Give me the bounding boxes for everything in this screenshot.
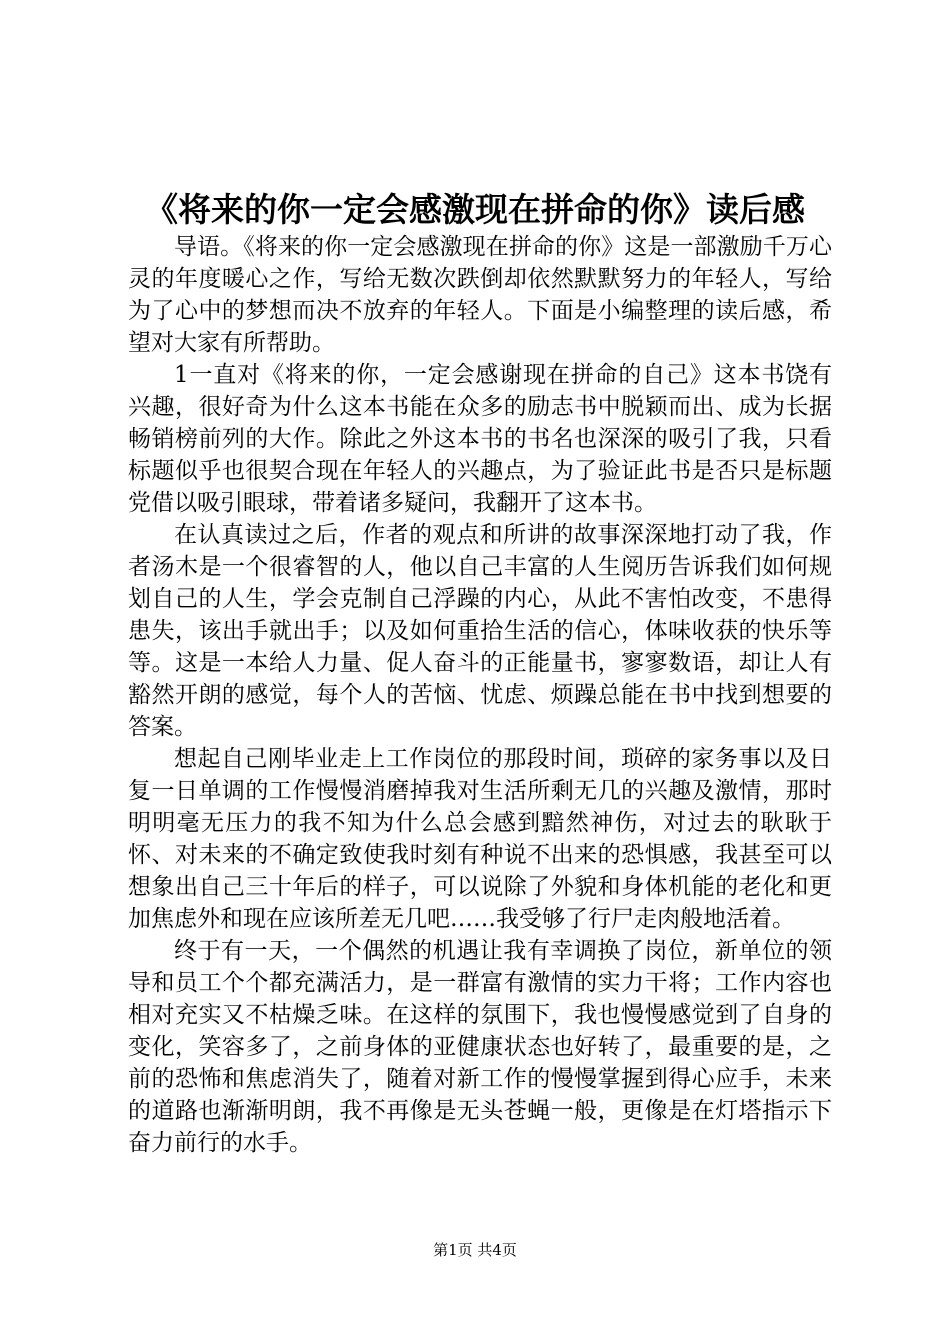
page-number: 第1页 共4页 xyxy=(433,1241,517,1259)
paragraph-1: 1一直对《将来的你，一定会感谢现在拼命的自己》这本书饶有兴趣，很好奇为什么这本书能在众多的励志书中脱颖而出、成为长据畅销榜前列的大作。除此之外这本书的书名也深深的吸引了我，只看标题似乎也很契合现在年轻人的兴趣点，为了验证此书是否只是标题党借以吸引眼球，带着诸多疑问，我翻开了这本书。 xyxy=(128,362,832,516)
paragraph-intro: 导语。《将来的你一定会感激现在拼命的你》这是一部激励千万心灵的年度暖心之作，写给无数次跌倒却依然默默努力的年轻人，写给为了心中的梦想而决不放弃的年轻人。下面是小编整理的读后感，希望对大家有所帮助。 xyxy=(128,234,832,356)
paragraph-4: 终于有一天，一个偶然的机遇让我有幸调换了岗位，新单位的领导和员工个个都充满活力，是一群富有激情的实力干将；工作内容也相对充实又不枯燥乏味。在这样的氛围下，我也慢慢感觉到了自身的变化，笑容多了，之前身体的亚健康状态也好转了，最重要的是，之前的恐怖和焦虑消失了，随着对新工作的慢慢掌握到得心应手，未来的道路也渐渐明朗，我不再像是无头苍蝇一般，更像是在灯塔指示下奋力前行的水手。 xyxy=(128,938,832,1156)
paragraph-3: 想起自己刚毕业走上工作岗位的那段时间，琐碎的家务事以及日复一日单调的工作慢慢消磨掉我对生活所剩无几的兴趣及激情，那时明明毫无压力的我不知为什么总会感到黯然神伤，对过去的耿耿于怀、对未来的不确定致使我时刻有种说不出来的恐惧感，我甚至可以想象出自己三十年后的样子，可以说除了外貌和身体机能的老化和更加焦虑外和现在应该所差无几吧……我受够了行尸走肉般地活着。 xyxy=(128,746,832,932)
document-title: 《将来的你一定会感激现在拼命的你》读后感 xyxy=(145,190,805,229)
document-body xyxy=(128,231,832,1159)
page-footer xyxy=(0,1240,950,1260)
paragraph-2: 在认真读过之后，作者的观点和所讲的故事深深地打动了我，作者汤木是一个很睿智的人，他以自己丰富的人生阅历告诉我们如何规划自己的人生，学会克制自己浮躁的内心，从此不害怕改变，不患得患失，该出手就出手；以及如何重拾生活的信心，体味收获的快乐等等。这是一本给人力量、促人奋斗的正能量书，寥寥数语，却让人有豁然开朗的感觉，每个人的苦恼、忧虑、烦躁总能在书中找到想要的答案。 xyxy=(128,522,832,740)
